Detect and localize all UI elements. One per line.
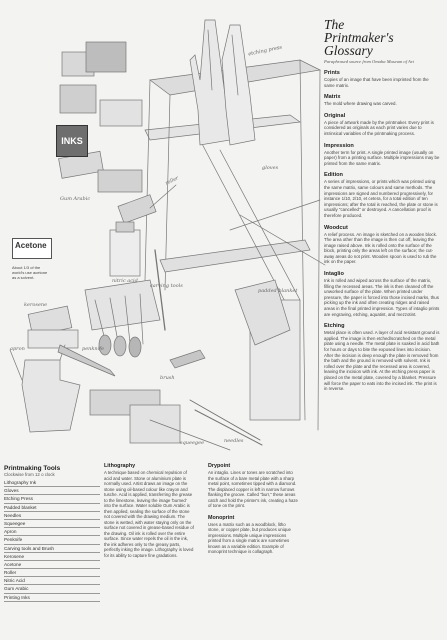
term: Monoprint — [208, 514, 235, 521]
entry-edition — [324, 172, 440, 218]
definition: Metal place is often used. A layer of acid resistant ground is applied. The image is then etched/scratched on the metal plate using a needle. The metal plate is soaked in acid bath for hours or days to bite the exposed lines into incision. After the incision is deep enough the plate is removed from the bath and the ground is removed with solvent. Ink is rolled over the plate and the recessed area is covered, leaving the incision with ink. At the etching press paper is placed on the metal plate, covered by a blanket. Pressure will force the paper to eats into the incised ink. The print is in reverse. — [324, 330, 440, 392]
tool-item: Padded blanket — [4, 504, 100, 512]
definition: The mold where drawing was carved. — [324, 101, 397, 107]
label-apron: apron — [10, 346, 25, 352]
tools-subtitle: Clockwise from 12 o clock — [4, 472, 55, 477]
gloves-drawing — [190, 20, 255, 145]
title-line-2: Printmaker's — [324, 30, 394, 45]
term: Matrix — [324, 94, 341, 101]
term: Woodcut — [324, 224, 348, 231]
nitric-acid-drawing — [110, 222, 140, 276]
label-etching-press: etching press — [247, 44, 283, 58]
squeegee-drawing — [90, 390, 230, 450]
kerosene-drawing — [28, 306, 78, 348]
tool-item: Acetone — [4, 561, 100, 569]
entry-matrix — [324, 94, 440, 107]
label-penknife: penknife — [82, 346, 105, 352]
tool-item: Gloves — [4, 487, 100, 495]
definition: Uses a matrix such as a woodblock, litho stone, or copper plate, but produces unique impressions. Multiple unique impressions printed from a single matrix are sometimes known as a variable edition. Example of monoprint technique is collagraph. — [208, 521, 291, 554]
tools-list — [4, 465, 100, 602]
label-needles: needles — [224, 438, 244, 444]
label-brush: brush — [160, 375, 175, 381]
tool-item: Nitric Acid — [4, 577, 100, 585]
entry-impression — [324, 143, 440, 167]
definition: Ink is rolled and wiped across the surface of the matrix, filling the recessed areas. The ink is then cleaned off the unworked surface of the plate. When printed under pressure, the paper is forced into those incised marks, thus picking up the ink and often creating ridges and raised areas in the final printed impression. Types of intaglio prints are engraving, etching, aquatint, and mezzotint. — [324, 278, 440, 317]
label-padded-blanket: padded blanket — [258, 288, 298, 294]
tool-item: Carving tools and Brush — [4, 545, 100, 553]
definition: A technique based on chemical repulsion of acid and water. Stone or aluminium plate is normally used. Artist draws an image on the stone using oil-based colour like crayon and tusche. Acid is applied, transferring the grease to the limestone, leaving the image 'burned' into the surface. Water soluble Gum Arabic is then applied, sealing the surface of the stone not covered with the drawing medium. The stone is wetted, with water staying only on the surface not covered in grease-based residue of the drawing. Oil ink is rolled over the entire surface. Since water repels the oil in the ink, the ink adheres only to the greasy parts, perfectly inking the image. Lithography is loved for its ability to capture fine gradations. — [104, 470, 194, 558]
term: Lithography — [104, 463, 136, 469]
glossary-column — [324, 18, 440, 392]
tool-item: Printing Inks — [4, 594, 100, 602]
tool-item: Squeegee — [4, 520, 100, 528]
term: Original — [324, 112, 346, 119]
acetone-note: About 1/3 of the world's use acetone as a solvent. — [12, 265, 48, 280]
tool-item: Kerosene — [4, 553, 100, 561]
label-gloves: gloves — [262, 165, 279, 171]
term: Drypoint — [208, 463, 231, 469]
acetone-label: Acetone — [15, 241, 47, 250]
label-carving-tools: carving tools — [150, 283, 183, 289]
tool-item: Etching Press — [4, 495, 100, 503]
tool-item: Lithography Ink — [4, 479, 100, 487]
definition: An intaglio. Lines or tones are scratched into the surface of a bare metal plate with a sharp metal point, sometimes tipped with a diamond. The displaced copper is left in narrow furrows flanking the groove. Called "burr," these areas catch and hold the printer's ink, creating a haze of tone on the print. — [208, 470, 298, 508]
label-kerosene: kerosene — [24, 302, 48, 308]
apron-drawing — [10, 345, 80, 432]
glossary-title — [324, 18, 440, 57]
term: Etching — [324, 323, 345, 330]
tool-item: Penknife — [4, 536, 100, 544]
entry-prints — [324, 70, 440, 88]
acetone-box — [12, 238, 52, 259]
glossary-subtitle: Paraphrased source from Omaha Museum of Art — [324, 59, 414, 64]
tool-item: Apron — [4, 528, 100, 536]
title-line-3: Glossary — [324, 43, 373, 58]
entry-etching — [324, 323, 440, 392]
tool-item: Roller — [4, 569, 100, 577]
entry-lithography — [104, 463, 194, 558]
definition: A series of impressions, or prints which was printed using the same matrix, same colours and same methods. The impressions are signed and numbered progressively, for instance 1/10, 2/10, et cetera, for a total edition of ten impressions; after the total is reached, the plate or stone is usually "cancelled" or destroyed. A cancellation proof is therefore produced. — [324, 179, 438, 218]
entry-woodcut — [324, 225, 440, 266]
title-line-1: The — [324, 17, 345, 32]
term: Impression — [324, 142, 354, 149]
ink-tins-drawing — [59, 42, 142, 192]
label-nitric-acid: nitric acid — [112, 278, 138, 284]
label-gum-arabic: Gum Arabic — [60, 196, 91, 202]
term: Edition — [324, 172, 343, 179]
label-squeegee: squeegee — [180, 440, 205, 446]
entry-original — [324, 113, 440, 137]
inks-box: INKS — [56, 125, 88, 157]
tools-title: Printmaking Tools — [4, 465, 61, 472]
definition: A relief process. An image is sketched on a wooden block. The area other than the image is then cut off, leaving the image raised above. Ink is rolled onto the surface of the block, printing only the areas left on the surface; the cut-away areas do not print. Wooden spoon is used to rub the ink on the paper. — [324, 231, 438, 265]
tool-item: Needles — [4, 512, 100, 520]
entry-intaglio — [324, 271, 440, 317]
definition: Copies of an image that have been imprinted from the same matrix. — [324, 77, 429, 88]
definition: A piece of artwork made by the printmaker. Every print is considered as originals as each print varies due to intrinsical variables of the printmaking process. — [324, 119, 434, 136]
term: Intaglio — [324, 271, 344, 278]
term: Prints — [324, 70, 340, 76]
tool-item: Gum Arabic — [4, 585, 100, 593]
definition: Another term for print. A single printed image (usually on paper) from a printing surface. Multiple impressions may be printed from the same matrix. — [324, 149, 440, 166]
entry-drypoint-monoprint — [208, 463, 298, 555]
label-roller: roller — [164, 175, 180, 187]
